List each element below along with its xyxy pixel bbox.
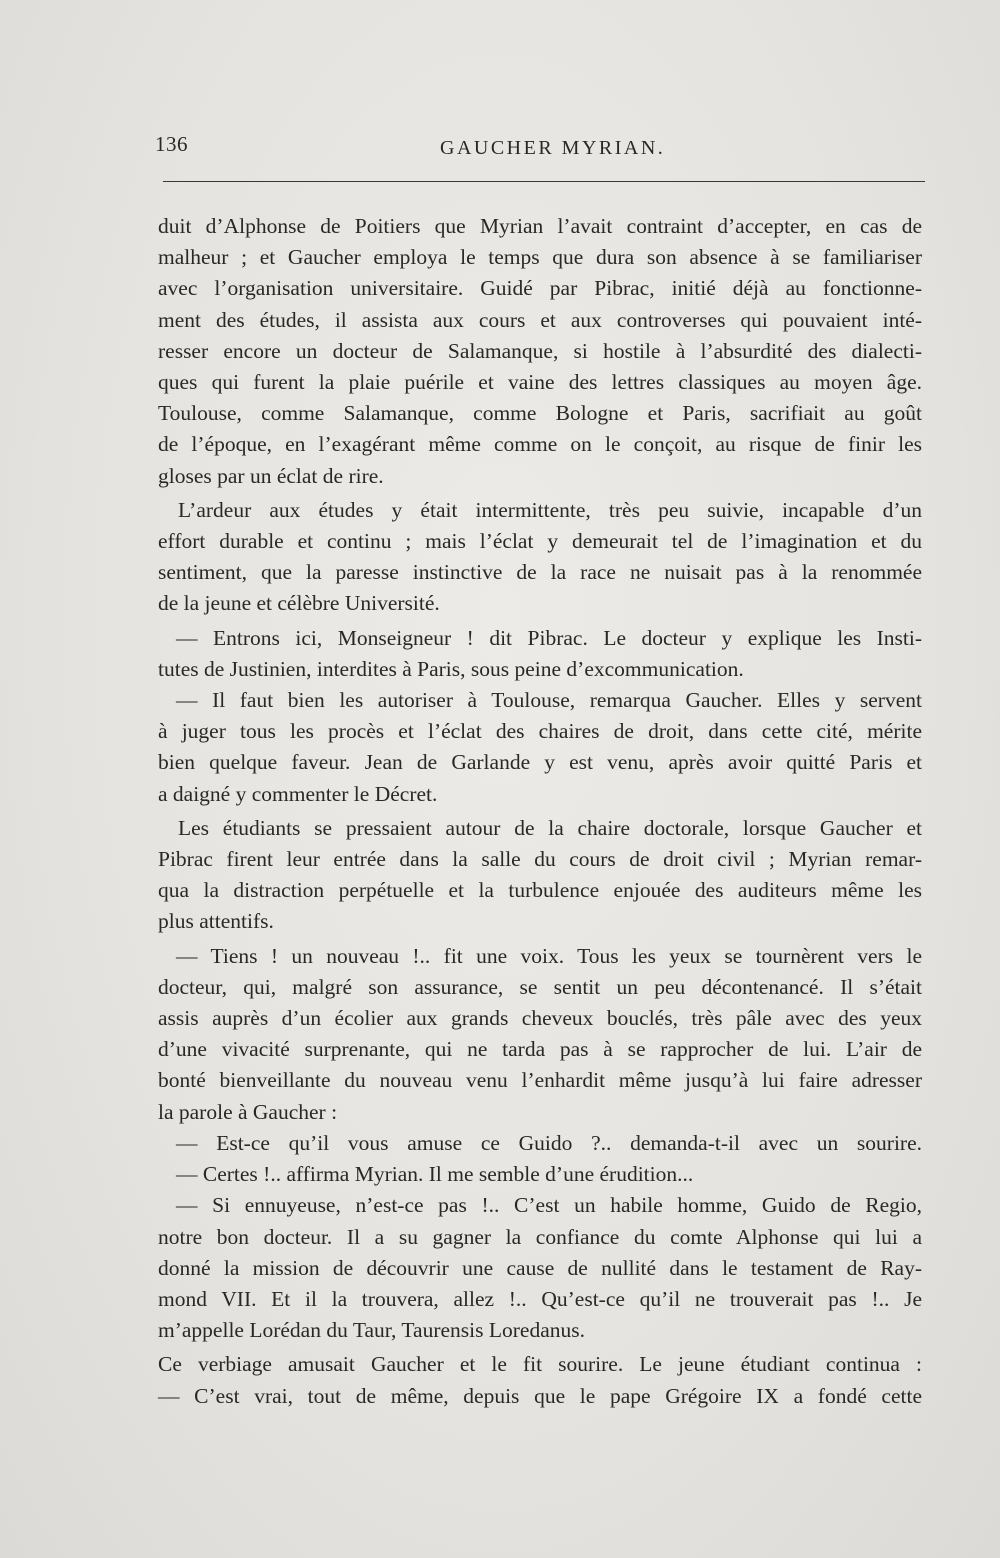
running-head: GAUCHER MYRIAN. <box>440 137 666 159</box>
text-line: Ce verbiage amusait Gaucher et le fit sourire. Le jeune étudiant continua : <box>158 1352 922 1377</box>
text-line: de la jeune et célèbre Université. <box>158 591 440 616</box>
text-line: gloses par un éclat de rire. <box>158 463 384 488</box>
text-line: — Certes !.. affirma Myrian. Il me semble d’une érudition... <box>176 1162 694 1187</box>
text-line: Les étudiants se pressaient autour de la chaire doctorale, lorsque Gaucher et <box>178 815 922 840</box>
text-line: Pibrac firent leur entrée dans la salle du cours de droit civil ; Myrian remar- <box>158 847 922 872</box>
text-line: avec l’organisation universitaire. Guidé par Pibrac, initié déjà au fonctionne- <box>158 276 922 301</box>
text-line: bonté bienveillante du nouveau venu l’enhardit même jusqu’à lui faire adresser <box>158 1068 922 1093</box>
page-header <box>155 132 925 162</box>
text-line: L’ardeur aux études y était intermittente, très peu suivie, incapable d’un <box>178 497 922 522</box>
text-line: m’appelle Lorédan du Taur, Taurensis Loredanus. <box>158 1318 585 1343</box>
text-line: de l’époque, en l’exagérant même comme on le conçoit, au risque de finir les <box>158 432 922 457</box>
text-line: a daigné y commenter le Décret. <box>158 781 438 806</box>
text-line: d’une vivacité surprenante, qui ne tarda pas à se rapprocher de lui. L’air de <box>158 1037 922 1062</box>
body-text <box>158 211 922 1412</box>
text-line: resser encore un docteur de Salamanque, si hostile à l’absurdité des dialecti- <box>158 338 922 363</box>
text-line: effort durable et continu ; mais l’éclat y demeurait tel de l’imagination et du <box>158 529 922 554</box>
header-rule <box>163 181 925 182</box>
text-line: la parole à Gaucher : <box>158 1099 338 1124</box>
text-line: malheur ; et Gaucher employa le temps que dura son absence à se familiariser <box>158 245 922 270</box>
text-line: plus attentifs. <box>158 909 274 934</box>
text-line: — C’est vrai, tout de même, depuis que le pape Grégoire IX a fondé cette <box>158 1383 922 1408</box>
text-line: — Il faut bien les autoriser à Toulouse, remarqua Gaucher. Elles y servent <box>176 688 922 713</box>
text-line: à juger tous les procès et l’éclat des chaires de droit, dans cette cité, mérite <box>158 719 922 744</box>
text-line: assis auprès d’un écolier aux grands cheveux bouclés, très pâle avec des yeux <box>158 1006 922 1031</box>
text-line: — Entrons ici, Monseigneur ! dit Pibrac. Le docteur y explique les Insti- <box>176 625 922 650</box>
text-line: donné la mission de découvrir une cause de nullité dans le testament de Ray- <box>158 1255 922 1280</box>
text-line: Toulouse, comme Salamanque, comme Bologne et Paris, sacrifiait au goût <box>158 401 922 426</box>
text-line: ment des études, il assista aux cours et aux controverses qui pouvaient inté- <box>158 307 922 332</box>
text-line: mond VII. Et il la trouvera, allez !.. Qu’est-ce qu’il ne trouverait pas !.. Je <box>158 1286 922 1311</box>
text-line: notre bon docteur. Il a su gagner la confiance du comte Alphonse qui lui a <box>158 1224 922 1249</box>
text-line: sentiment, que la paresse instinctive de la race ne nuisait pas à la renommée <box>158 560 922 585</box>
text-line: bien quelque faveur. Jean de Garlande y est venu, après avoir quitté Paris et <box>158 750 922 775</box>
text-line: — Si ennuyeuse, n’est-ce pas !.. C’est un habile homme, Guido de Regio, <box>176 1193 922 1218</box>
text-line: ques qui furent la plaie puérile et vaine des lettres classiques au moyen âge. <box>158 370 922 395</box>
text-line: qua la distraction perpétuelle et la turbulence enjouée des auditeurs même les <box>158 878 922 903</box>
text-line: duit d’Alphonse de Poitiers que Myrian l’avait contraint d’accepter, en cas de <box>158 214 922 238</box>
page-number: 136 <box>155 132 188 156</box>
text-line: docteur, qui, malgré son assurance, se sentit un peu décontenancé. Il s’était <box>158 974 922 999</box>
text-line: — Tiens ! un nouveau !.. fit une voix. Tous les yeux se tournèrent vers le <box>176 943 922 968</box>
text-line: — Est-ce qu’il vous amuse ce Guido ?.. demanda-t-il avec un sourire. <box>176 1130 922 1155</box>
text-line: tutes de Justinien, interdites à Paris, sous peine d’excommunication. <box>158 656 744 681</box>
